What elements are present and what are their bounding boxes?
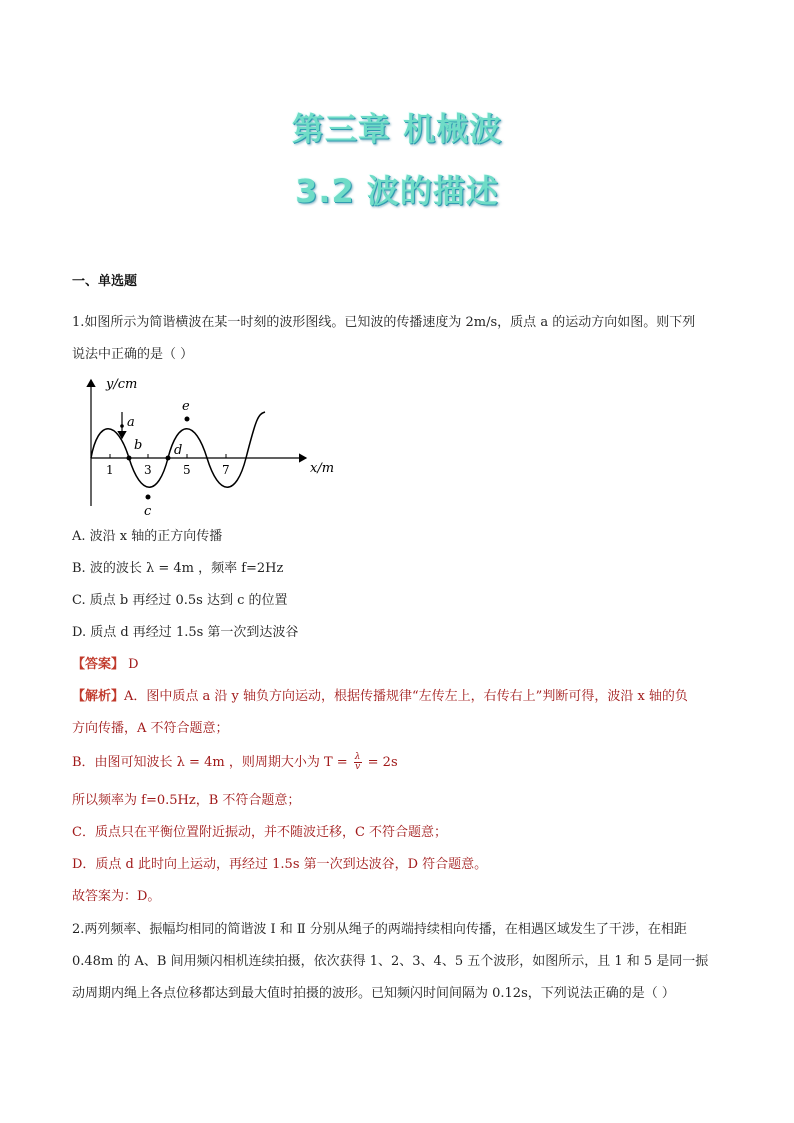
option-b[interactable]: B. 波的波长 λ = 4m ，频率 f=2Hz	[72, 561, 284, 576]
tick-label-3: 3	[144, 463, 152, 477]
analysis-b-text: B．由图可知波长 λ = 4m ，则周期大小为 T =	[72, 755, 348, 770]
y-axis-label: y/cm	[106, 377, 138, 392]
point-b	[127, 456, 132, 461]
question-1-line-1: 1.如图所示为简谐横波在某一时刻的波形图线。已知波的传播速度为 2m/s，质点 a 的运动方向如图。则下列	[72, 315, 696, 330]
analysis-line-b	[72, 753, 398, 773]
point-c	[146, 495, 151, 500]
point-label-e: e	[182, 399, 190, 414]
tick-label-7: 7	[222, 463, 230, 477]
option-c[interactable]: C. 质点 b 再经过 0.5s 达到 c 的位置	[72, 593, 288, 608]
analysis-line-b2: 所以频率为 f=0.5Hz，B 不符合题意；	[72, 793, 301, 808]
question-2-line-1: 2.两列频率、振幅均相同的简谐波 Ⅰ 和 Ⅱ 分别从绳子的两端持续相向传播，在相遇区域发生了干涉，在相距	[72, 922, 687, 937]
fraction-numerator: λ	[354, 752, 361, 762]
answer-line	[72, 655, 139, 675]
conclusion-line: 故答案为：D。	[72, 889, 161, 904]
x-axis-label: x/m	[310, 461, 335, 476]
analysis-tag: 【解析】	[72, 689, 125, 704]
point-e	[185, 417, 190, 422]
chapter-title: 第三章 机械波	[291, 110, 503, 148]
question-2-line-3: 动周期内绳上各点位移都达到最大值时拍摄的波形。已知频闪时间间隔为 0.12s，下列说法正确的是（ ）	[72, 986, 675, 1001]
option-a[interactable]: A. 波沿 x 轴的正方向传播	[72, 529, 223, 544]
section-heading: 一、单选题	[72, 274, 138, 289]
analysis-line-c: C．质点只在平衡位置附近振动，并不随波迁移，C 不符合题意；	[72, 825, 448, 840]
period-fraction	[354, 753, 362, 772]
answer-value: D	[128, 657, 139, 672]
point-label-b: b	[134, 438, 143, 453]
point-label-a: a	[127, 415, 135, 430]
analysis-b-result: = 2s	[367, 755, 398, 770]
analysis-line-a2: 方向传播，A 不符合题意；	[72, 721, 229, 736]
analysis-a-text: A．图中质点 a 沿 y 轴负方向运动，根据传播规律“左传左上，右传右上”判断可得，波沿 x 轴的负	[124, 689, 688, 704]
point-label-d: d	[174, 443, 183, 458]
question-1-line-2: 说法中正确的是（ ）	[72, 347, 194, 362]
tick-label-5: 5	[183, 463, 191, 477]
analysis-line-a1	[72, 687, 688, 707]
question-2-line-2: 0.48m 的 A、B 间用频闪相机连续拍摄，依次获得 1、2、3、4、5 五个波形，如图所示，且 1 和 5 是同一振	[72, 954, 709, 969]
tick-label-1: 1	[106, 463, 114, 477]
point-label-c: c	[144, 504, 152, 519]
point-d	[166, 456, 171, 461]
lesson-title: 3.2 波的描述	[295, 172, 499, 210]
answer-tag: 【答案】	[72, 657, 125, 672]
option-d[interactable]: D. 质点 d 再经过 1.5s 第一次到达波谷	[72, 625, 299, 640]
fraction-denominator: v	[355, 762, 361, 772]
analysis-line-d: D．质点 d 此时向上运动，再经过 1.5s 第一次到达波谷，D 符合题意。	[72, 857, 488, 872]
wave-figure	[72, 374, 347, 520]
